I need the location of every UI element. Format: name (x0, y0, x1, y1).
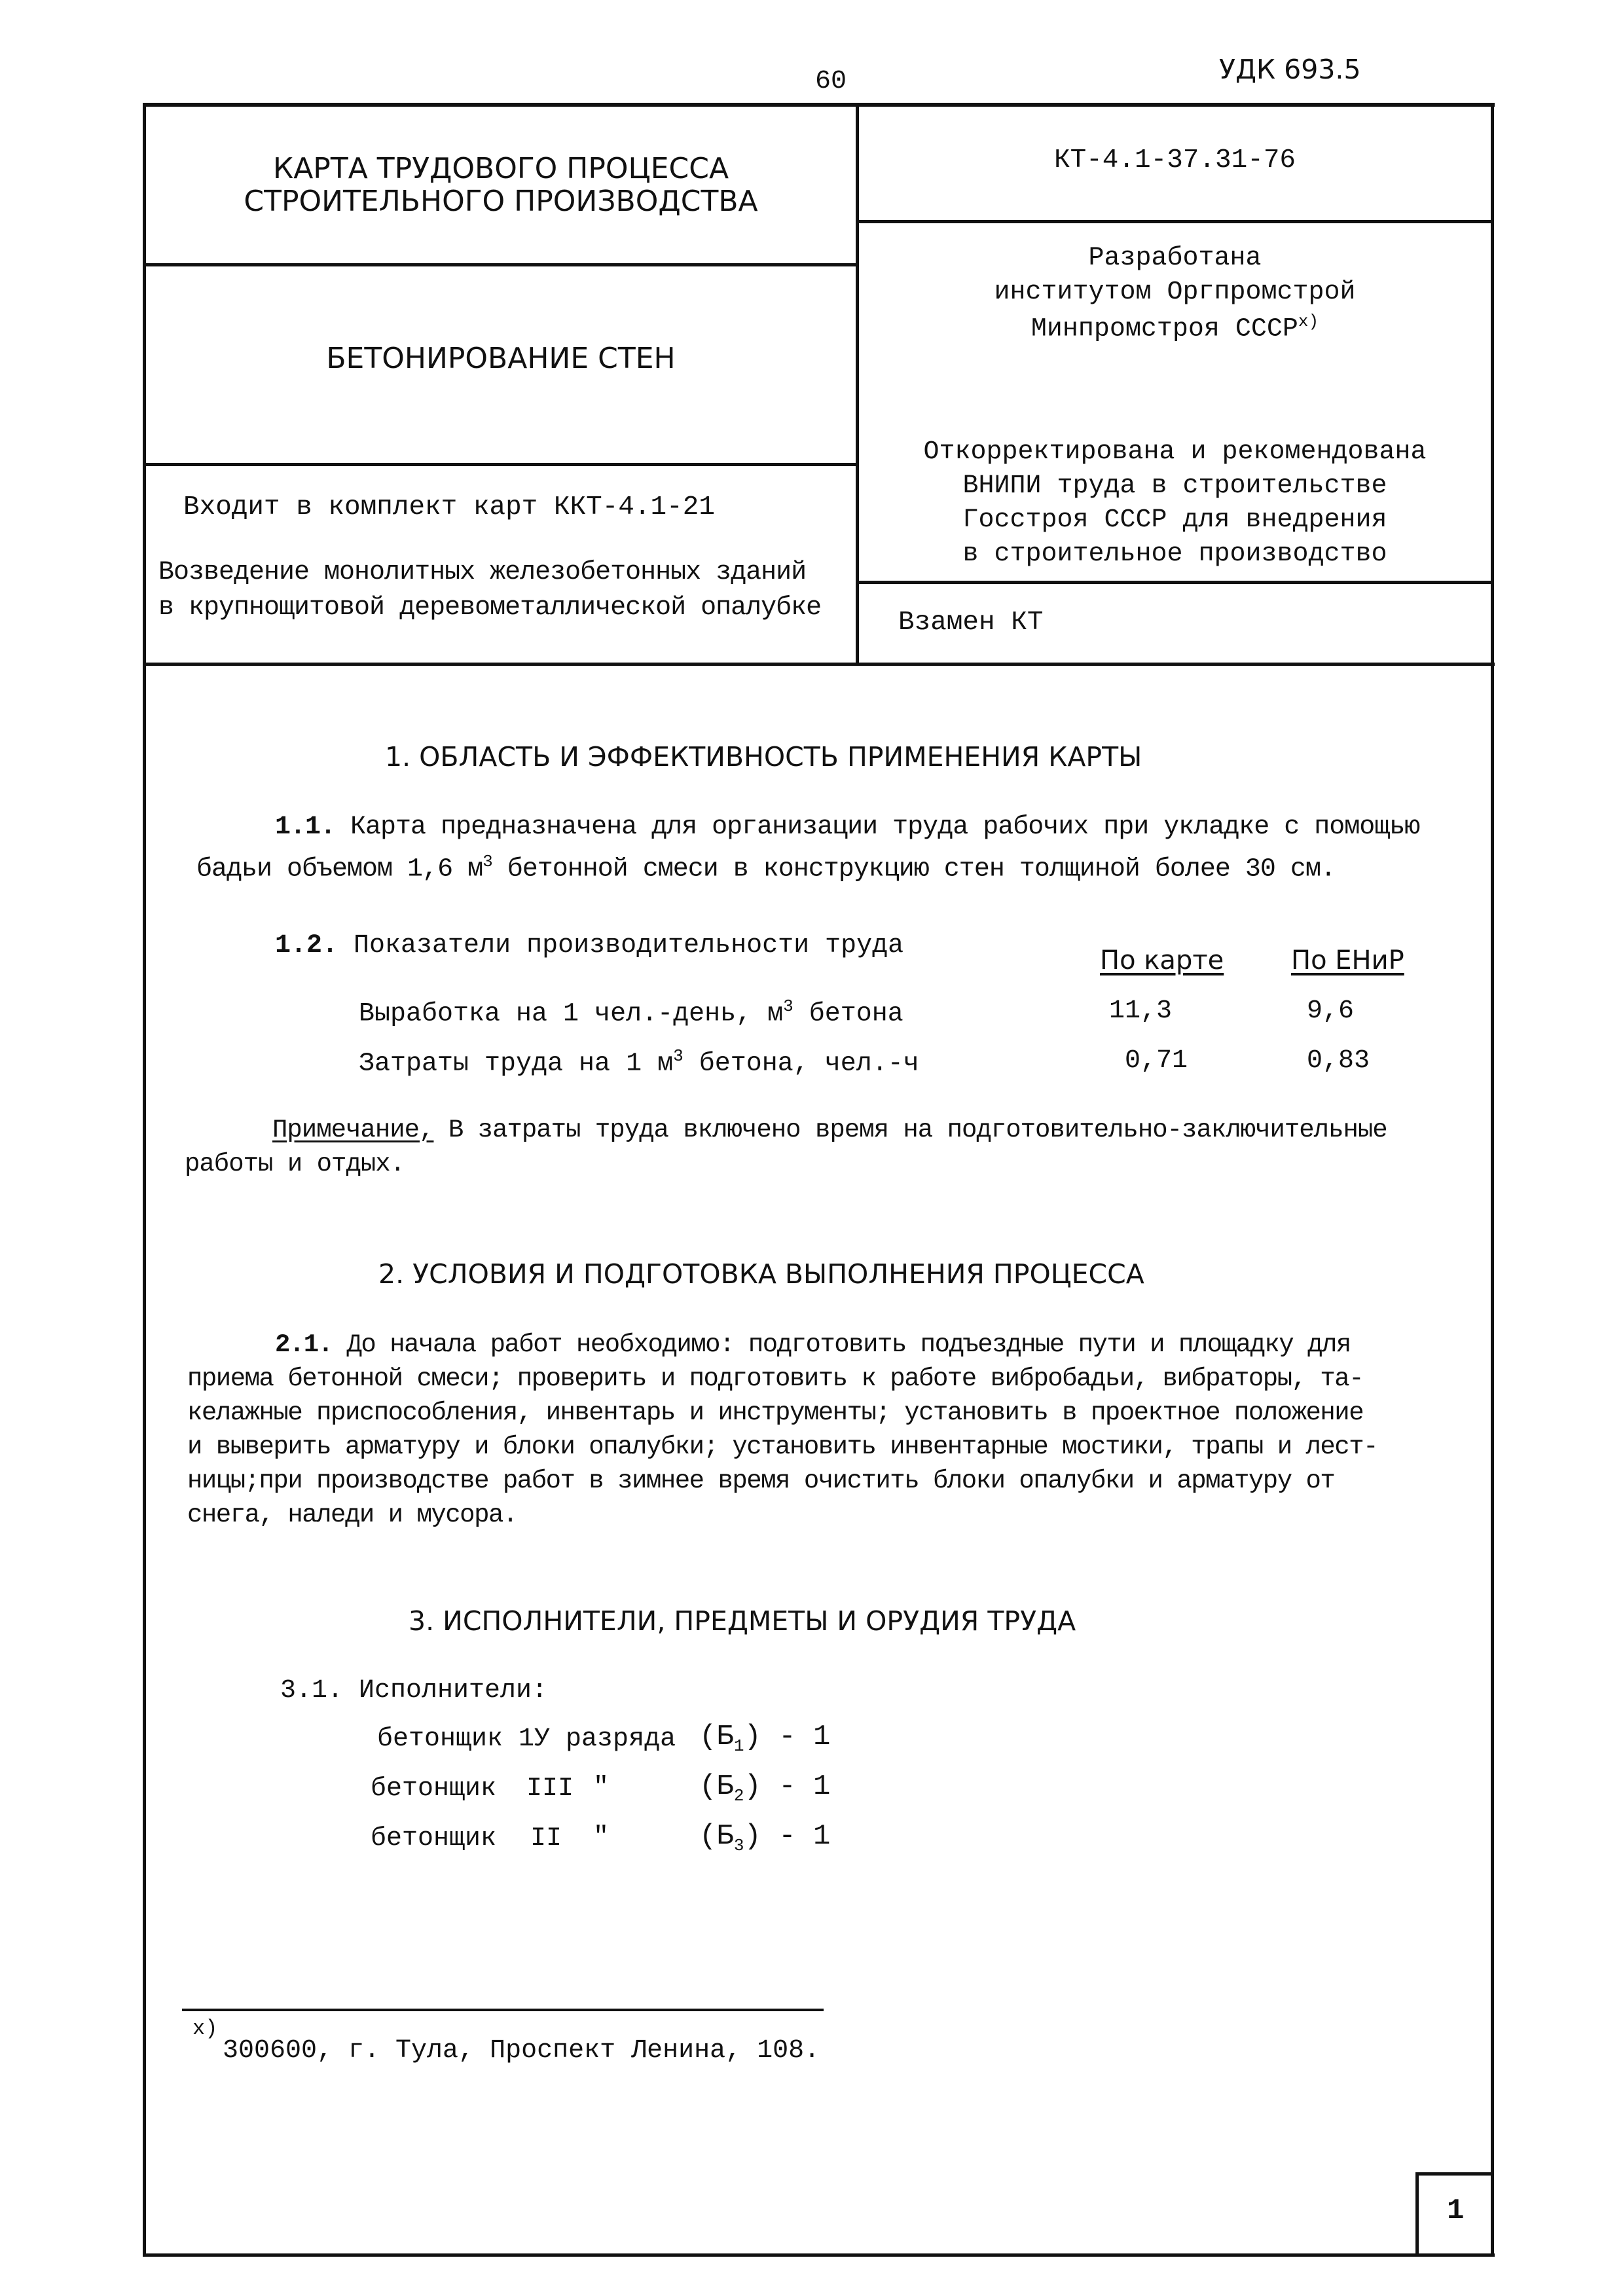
subject-title: БЕТОНИРОВАНИЕ СТЕН (326, 342, 676, 375)
developed-line-3 (859, 312, 1491, 344)
paragraph-2-1: 2.1. До начала работ необходимо: подготовить подъездные пути и площадку для приема бетонной смеси; проверить и подготовить к работе вибробадьи, вибраторы, та- келажные приспособления, инвентарь и инструменты; установить в проектное положение и выверить арматуру и блоки опалубки; установить инвентарные мостики, трапы и лест- ницы;при производстве работ в зимнее время очистить блоки опалубки и арматуру от снега, наледи и мусора. (187, 1330, 1378, 1529)
indicator-row-labor: Затраты труда на 1 $м^3$ бетона, чел.-ч (359, 1046, 919, 1079)
frame-right (1491, 103, 1494, 2257)
frame-top (143, 103, 1495, 107)
left-divider-1 (143, 263, 859, 266)
worker-2-label: бетонщик (371, 1774, 497, 1804)
paragraph-1-1-line-2a: бадьи объемом 1,6 м (196, 854, 483, 884)
worker-1-label: бетонщик 1У разряда (377, 1724, 676, 1754)
card-code: КТ-4.1-37.31-76 (1053, 145, 1296, 175)
indicator-row-output: Выработка на 1 чел.-день, $м^3$ бетона (359, 996, 903, 1029)
map-title-line-2: СТРОИТЕЛЬНОГО ПРОИЗВОДСТВА (244, 185, 758, 218)
left-divider-2 (143, 463, 859, 466)
worker-3-label: бетонщик (371, 1824, 497, 1853)
paragraph-1-2-text: Показатели производительности труда (354, 931, 904, 960)
paragraph-1-1-line-2b: бетонной смеси в конструкцию стен толщиной более 30 см. (492, 854, 1336, 884)
superscript-cubic: 3 (483, 852, 492, 871)
output-value-enir: 9,6 (1307, 996, 1355, 1026)
developed-line-2: институтом Оргпромстрой (994, 278, 1356, 307)
frame-bottom (143, 2253, 1495, 2257)
section-1-title: 1. ОБЛАСТЬ И ЭФФЕКТИВНОСТЬ ПРИМЕНЕНИЯ КАРТЫ (385, 741, 1142, 773)
footnote-rule (182, 2009, 824, 2011)
replaces-label: Взамен КТ (898, 608, 1044, 638)
footnote-mark: x) (1298, 312, 1319, 331)
kit-label: Входит в комплект карт ККТ-4.1-21 (183, 492, 715, 522)
labor-value-enir: 0,83 (1307, 1046, 1370, 1076)
note (185, 1113, 1387, 1181)
corrected-line-1: Откорректирована и рекомендована (923, 437, 1427, 467)
note-line-1: В затраты труда включено время на подготовительно-заключительные (433, 1116, 1387, 1144)
corrected-line-2: ВНИПИ труда в строительстве (962, 471, 1387, 501)
sheet-number: 1 (1447, 2195, 1465, 2227)
paragraph-1-2-number: 1.2. (275, 931, 338, 960)
footnote-text: 300600, г. Тула, Проспект Ленина, 108. (223, 2036, 820, 2066)
worker-2-count: $(Б_2) - 1$ (699, 1770, 831, 1806)
note-line-2: работы и отдых. (185, 1150, 405, 1178)
column-header-card: По карте (1100, 945, 1224, 975)
map-title-line-1: КАРТА ТРУДОВОГО ПРОЦЕССА (272, 152, 729, 185)
worker-1-count: $(Б_1) - 1$ (699, 1721, 831, 1756)
worker-3-grade: II (530, 1824, 562, 1853)
worker-3-ditto: ″ (593, 1823, 610, 1852)
worker-2-ditto: ″ (593, 1773, 610, 1802)
corrected-line-4: в строительное производство (962, 539, 1387, 569)
superscript-cubic: 3 (783, 996, 793, 1016)
developed-text: Минпромстроя СССР (1030, 314, 1298, 344)
kit-description-2: в крупнощитовой деревометаллической опалубке (158, 593, 822, 623)
udk-code: УДК 693.5 (1219, 54, 1361, 85)
paragraph-1-1-line-1: Карта предназначена для организации труда рабочих при укладке с помощью (350, 812, 1420, 842)
footnote-mark: x) (192, 2016, 218, 2041)
paragraph-3-1: 3.1. Исполнители: (280, 1676, 548, 1705)
note-label: Примечание, (272, 1116, 434, 1144)
output-value-card: 11,3 (1109, 996, 1173, 1026)
developed-line-1: Разработана (1088, 244, 1262, 273)
frame-left (143, 103, 146, 2257)
labor-value-card: 0,71 (1125, 1046, 1188, 1076)
worker-2-grade: III (526, 1774, 574, 1804)
header-bottom-line (143, 663, 1495, 666)
worker-3-count: $(Б_3) - 1$ (699, 1820, 831, 1855)
paragraph-1-1 (196, 811, 1419, 886)
superscript-cubic: 3 (673, 1046, 684, 1066)
paragraph-1-2 (275, 931, 903, 960)
kit-description-1: Возведение монолитных железобетонных зданий (158, 558, 807, 587)
section-3-title: 3. ИСПОЛНИТЕЛИ, ПРЕДМЕТЫ И ОРУДИЯ ТРУДА (409, 1605, 1076, 1637)
right-divider-1 (856, 220, 1494, 223)
paragraph-2-1-number: 2.1. (275, 1330, 333, 1359)
corrected-line-3: Госстроя СССР для внедрения (962, 505, 1387, 535)
section-2-title: 2. УСЛОВИЯ И ПОДГОТОВКА ВЫПОЛНЕНИЯ ПРОЦЕССА (378, 1258, 1144, 1290)
column-header-enir: По ЕНиР (1291, 945, 1404, 975)
paragraph-1-1-number: 1.1. (275, 812, 336, 842)
right-divider-2 (856, 581, 1494, 584)
page-number: 60 (815, 67, 847, 96)
